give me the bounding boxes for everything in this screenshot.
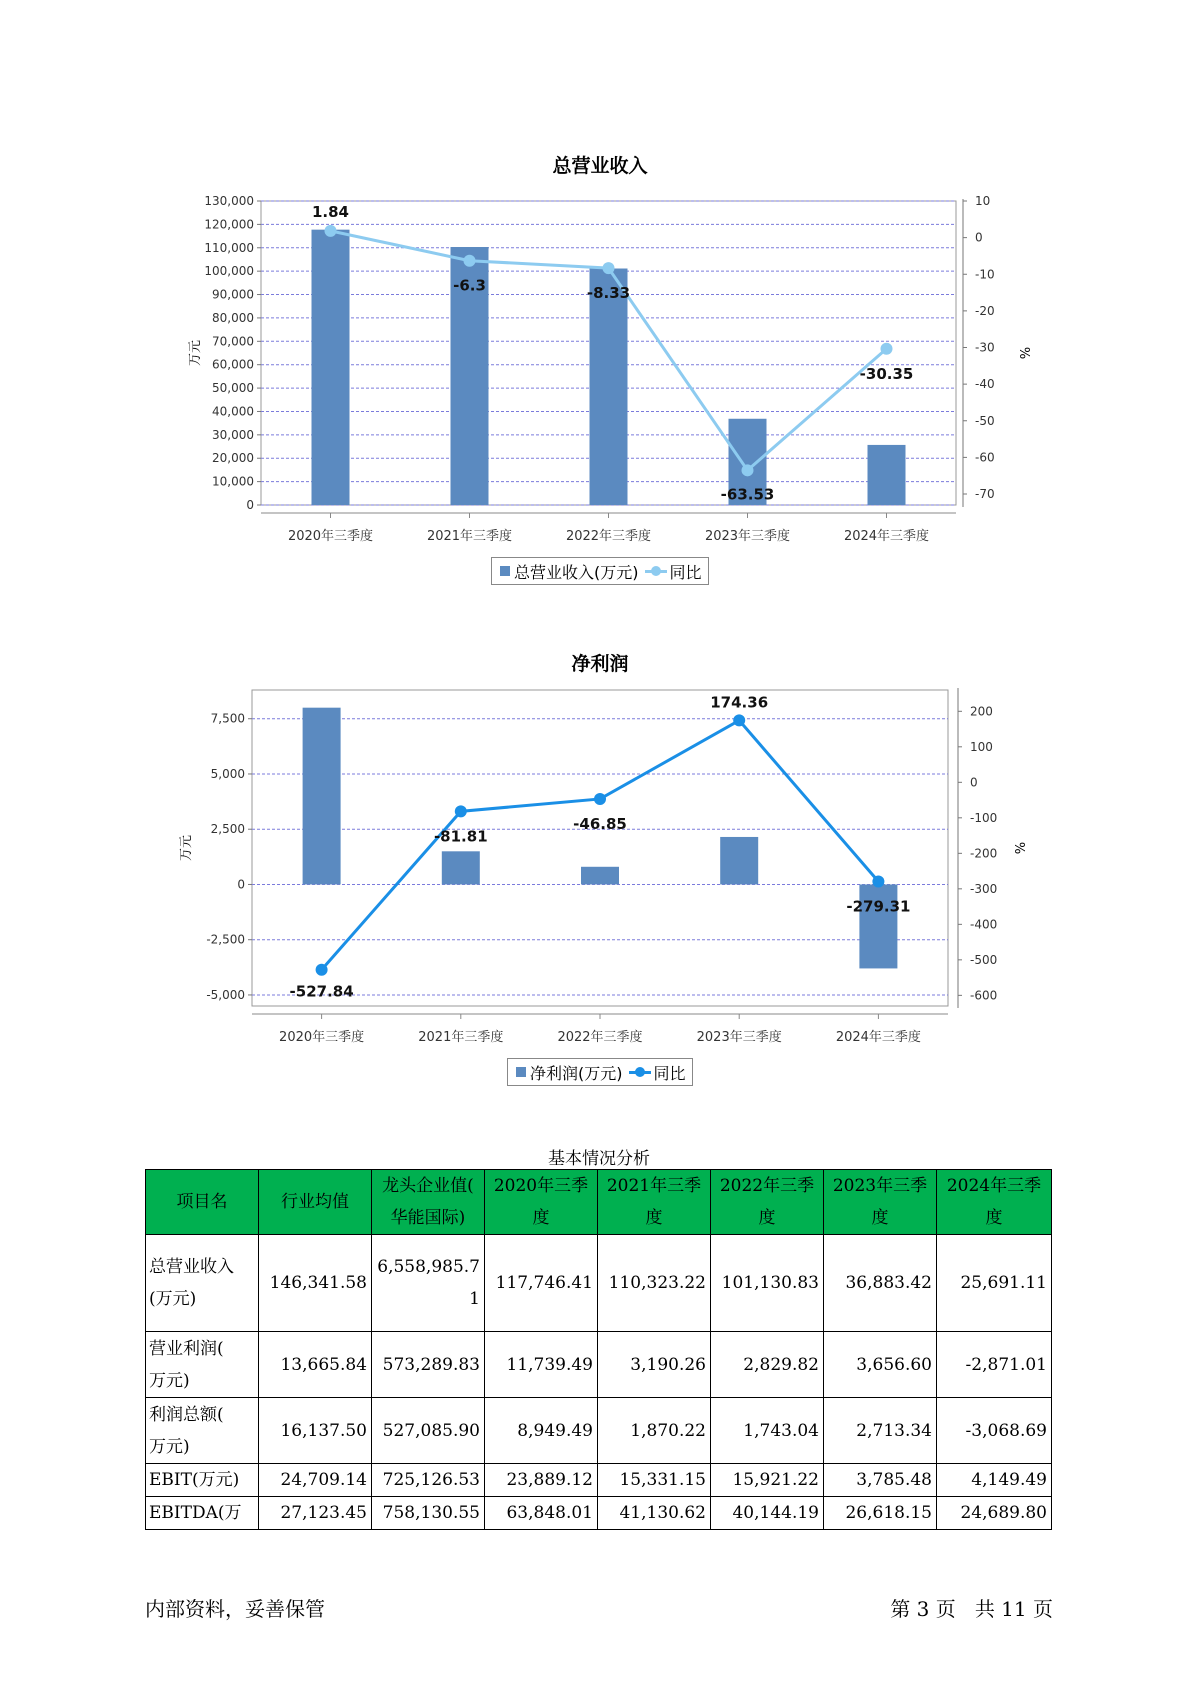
right-tick-label: 0 (975, 230, 983, 245)
line-legend-swatch (629, 1067, 651, 1077)
legend-bar-label: 净利润(万元) (530, 1063, 623, 1083)
table-cell: 527,085.90 (372, 1398, 485, 1464)
row-label-line: (万元) (149, 1289, 197, 1309)
left-tick-label: -5,000 (206, 987, 245, 1002)
header-line: 度 (645, 1208, 663, 1228)
header-line: 2024年三季 (946, 1176, 1042, 1196)
table-cell: 758,130.55 (372, 1497, 485, 1530)
left-tick-label: 100,000 (204, 264, 254, 279)
left-tick-label: 110,000 (204, 240, 254, 255)
yoy-data-label: -63.53 (720, 485, 775, 504)
table-header-cell (146, 1170, 259, 1235)
header-line: 2023年三季 (832, 1176, 928, 1196)
left-tick-label: 130,000 (204, 194, 254, 208)
table-cell: 40,144.19 (711, 1497, 824, 1530)
right-tick-label: -500 (970, 952, 998, 967)
table-cell: 41,130.62 (598, 1497, 711, 1530)
yoy-data-label: -46.85 (573, 814, 627, 833)
header-line: 2020年三季 (493, 1176, 589, 1196)
right-tick-label: 200 (970, 704, 993, 719)
left-tick-label: 90,000 (212, 287, 254, 302)
table-cell: 36,883.42 (824, 1235, 937, 1332)
row-label-line: 总营业收入 (149, 1257, 234, 1277)
yoy-data-label: 1.84 (311, 202, 350, 221)
header-line: 度 (532, 1208, 550, 1228)
table-cell: 27,123.45 (259, 1497, 372, 1530)
header-line: 度 (985, 1208, 1003, 1228)
right-tick-label: -600 (970, 988, 998, 1003)
row-label-line: 万元) (149, 1370, 190, 1391)
header-line: 行业均值 (281, 1192, 349, 1212)
left-tick-label: 80,000 (212, 310, 254, 325)
yoy-point (872, 875, 884, 887)
table-cell: 4,149.49 (937, 1464, 1052, 1497)
x-tick-label: 2022年三季度 (565, 529, 652, 544)
table-header-cell (711, 1170, 824, 1235)
row-label-line: 万元) (149, 1436, 190, 1457)
bar (581, 867, 619, 885)
row-label-cell (146, 1464, 259, 1497)
right-tick-label: -300 (970, 881, 998, 896)
right-tick-label: -10 (975, 267, 995, 282)
left-tick-label: 20,000 (212, 451, 254, 466)
right-tick-label: -60 (975, 450, 995, 465)
table-cell: 3,190.26 (598, 1332, 711, 1398)
left-tick-label: 0 (237, 877, 245, 892)
x-tick-label: 2020年三季度 (279, 1030, 365, 1045)
table-row (146, 1235, 1052, 1332)
yoy-data-label: -279.31 (846, 897, 911, 916)
left-tick-label: 40,000 (212, 404, 254, 419)
x-tick-label: 2024年三季度 (835, 1030, 921, 1045)
left-tick-label: -2,500 (206, 932, 245, 947)
right-tick-label: -20 (975, 303, 995, 318)
left-tick-label: 60,000 (212, 357, 254, 372)
table-row (146, 1497, 1052, 1530)
bar-legend-swatch (516, 1067, 526, 1077)
header-line: 度 (871, 1208, 889, 1228)
legend-line-label: 同比 (653, 1063, 686, 1083)
table-cell: 1,743.04 (711, 1398, 824, 1464)
left-axis-title: 万元 (188, 339, 203, 367)
right-tick-label: -400 (970, 917, 998, 932)
yoy-point (733, 714, 745, 726)
left-tick-label: 30,000 (212, 427, 254, 442)
table-cell: 101,130.83 (711, 1235, 824, 1332)
table-cell: -2,871.01 (937, 1332, 1052, 1398)
table-header-cell (259, 1170, 372, 1235)
table-header-cell (824, 1170, 937, 1235)
right-tick-label: 0 (970, 775, 978, 790)
row-label-line: EBITDA(万 (149, 1503, 242, 1523)
table-row (146, 1398, 1052, 1464)
profit-chart-title: 净利润 (571, 653, 629, 675)
yoy-point (455, 805, 467, 817)
row-label-cell (146, 1398, 259, 1464)
legend-line-label: 同比 (669, 562, 702, 582)
table-cell: 1,870.22 (598, 1398, 711, 1464)
table-cell: 24,689.80 (937, 1497, 1052, 1530)
table-header-cell (598, 1170, 711, 1235)
left-tick-label: 120,000 (204, 217, 254, 232)
left-tick-label: 70,000 (212, 334, 254, 349)
right-tick-label: -50 (975, 413, 995, 428)
table-cell: 6,558,985.71 (372, 1235, 485, 1332)
table-cell: 146,341.58 (259, 1235, 372, 1332)
table-cell: 110,323.22 (598, 1235, 711, 1332)
table-cell: 13,665.84 (259, 1332, 372, 1398)
x-tick-label: 2021年三季度 (426, 529, 513, 544)
header-line: 度 (758, 1208, 776, 1228)
table-header-row (146, 1170, 1052, 1235)
row-label-cell (146, 1497, 259, 1530)
x-tick-label: 2023年三季度 (696, 1030, 782, 1045)
yoy-point (316, 964, 328, 976)
table-cell: 15,331.15 (598, 1464, 711, 1497)
left-tick-label: 10,000 (212, 474, 254, 489)
header-line: 2022年三季 (719, 1176, 815, 1196)
table-cell: 8,949.49 (485, 1398, 598, 1464)
yoy-data-label: 174.36 (710, 693, 769, 712)
bar (720, 837, 758, 885)
header-line: 华能国际) (390, 1208, 466, 1228)
table-row (146, 1332, 1052, 1398)
yoy-data-label: -81.81 (433, 827, 488, 846)
row-label-line: EBIT(万元) (149, 1470, 240, 1490)
table-cell: 25,691.11 (937, 1235, 1052, 1332)
table-cell: 3,656.60 (824, 1332, 937, 1398)
right-tick-label: -200 (970, 846, 998, 861)
yoy-data-label: -30.35 (859, 364, 914, 383)
right-tick-label: -30 (975, 340, 995, 355)
yoy-data-label: -8.33 (586, 284, 631, 303)
left-tick-label: 2,500 (210, 822, 245, 837)
table-cell: 573,289.83 (372, 1332, 485, 1398)
row-label-line: 营业利润( (149, 1338, 224, 1359)
table-header-cell (485, 1170, 598, 1235)
left-tick-label: 5,000 (210, 766, 245, 781)
header-line: 项目名 (176, 1192, 228, 1212)
right-tick-label: -70 (975, 487, 995, 502)
footer-page-number: 第 3 页 共 11 页 (890, 1597, 1053, 1621)
row-label-line: 利润总额( (149, 1404, 224, 1425)
table-cell: 2,713.34 (824, 1398, 937, 1464)
table-header-cell (372, 1170, 485, 1235)
table-caption: 基本情况分析 (548, 1149, 650, 1169)
right-axis-title: % (1011, 841, 1026, 855)
profit-chart-legend (507, 1058, 693, 1086)
left-axis-title: 万元 (179, 834, 194, 862)
left-tick-label: 0 (246, 498, 254, 512)
table-cell: 26,618.15 (824, 1497, 937, 1530)
table-cell: 725,126.53 (372, 1464, 485, 1497)
row-label-cell (146, 1235, 259, 1332)
table-cell: 3,785.48 (824, 1464, 937, 1497)
left-tick-label: 50,000 (212, 381, 254, 396)
table-cell: 15,921.22 (711, 1464, 824, 1497)
x-tick-label: 2023年三季度 (704, 529, 791, 544)
yoy-data-label: -6.3 (453, 276, 486, 295)
bar (303, 708, 341, 885)
x-tick-label: 2022年三季度 (557, 1030, 643, 1045)
table-row (146, 1464, 1052, 1497)
header-line: 2021年三季 (606, 1176, 702, 1196)
yoy-data-label: -527.84 (289, 982, 354, 1001)
x-tick-label: 2020年三季度 (287, 529, 374, 544)
legend-bar-label: 总营业收入(万元) (514, 562, 639, 582)
table-cell: 23,889.12 (485, 1464, 598, 1497)
footer-confidential-note: 内部资料，妥善保管 (145, 1597, 325, 1621)
table-cell: 117,746.41 (485, 1235, 598, 1332)
right-tick-label: -40 (975, 377, 995, 392)
revenue-chart-title: 总营业收入 (552, 155, 648, 177)
bar (442, 851, 480, 884)
basic-analysis-table (145, 1169, 1052, 1530)
yoy-point (594, 793, 606, 805)
table-cell: 2,829.82 (711, 1332, 824, 1398)
row-label-cell (146, 1332, 259, 1398)
plot-area (252, 690, 948, 1006)
table-cell: 16,137.50 (259, 1398, 372, 1464)
header-line: 龙头企业值( (382, 1176, 474, 1196)
right-tick-label: -100 (970, 810, 998, 825)
x-tick-label: 2021年三季度 (418, 1030, 504, 1045)
right-tick-label: 100 (970, 739, 993, 754)
x-tick-label: 2024年三季度 (843, 529, 930, 544)
table-cell: 11,739.49 (485, 1332, 598, 1398)
left-tick-label: 7,500 (210, 711, 245, 726)
table-cell: 24,709.14 (259, 1464, 372, 1497)
table-cell: -3,068.69 (937, 1398, 1052, 1464)
right-tick-label: 10 (975, 194, 991, 208)
right-axis-title: % (1016, 346, 1031, 360)
table-cell: 63,848.01 (485, 1497, 598, 1530)
table-header-cell (937, 1170, 1052, 1235)
